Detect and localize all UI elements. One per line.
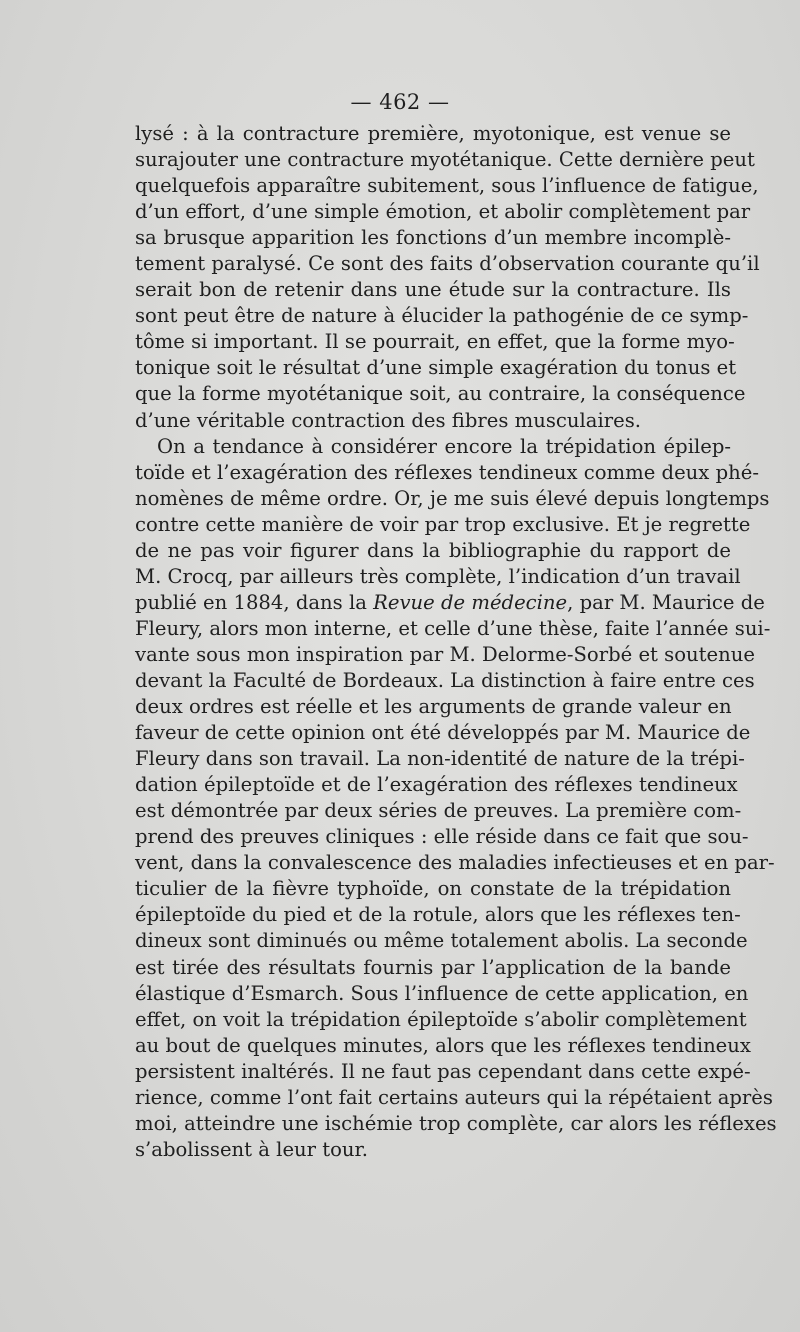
text-line: [135, 981, 749, 1007]
text-line: [135, 798, 742, 824]
text-line: [135, 355, 737, 381]
text-segment: au bout de quelques minutes, alors que les réflexes tendineux: [135, 1033, 751, 1057]
text-segment: toïde et l’exagération des réflexes tendineux comme deux phé-: [135, 460, 759, 484]
text-segment: vante sous mon inspiration par M. Delorme-Sorbé et soutenue: [135, 642, 755, 666]
text-line: [135, 434, 731, 460]
text-line: [135, 694, 731, 720]
body-text: [135, 121, 777, 1163]
text-line: [135, 538, 731, 564]
page-number: — 462 —: [350, 90, 450, 114]
text-line: [135, 408, 731, 434]
text-segment: , par M. Maurice de: [567, 590, 765, 614]
text-segment: tonique soit le résultat d’une simple exagération du tonus et: [135, 356, 737, 380]
text-segment: est tirée des résultats fournis par l’application de la bande: [135, 955, 731, 979]
text-line: [135, 616, 771, 642]
text-segment: sont peut être de nature à élucider la pathogénie de ce symp-: [135, 304, 749, 328]
text-segment: d’un effort, d’une simple émotion, et abolir complètement par: [135, 200, 751, 224]
text-segment: tement paralysé. Ce sont des faits d’observation courante qu’il: [135, 252, 760, 276]
text-segment: dation épileptoïde et de l’exagération des réflexes tendineux: [135, 773, 738, 797]
text-line: [135, 381, 746, 407]
text-segment: est démontrée par deux séries de preuves. La première com-: [135, 799, 742, 823]
text-segment: sa brusque apparition les fonctions d’un membre incomplè-: [135, 226, 731, 250]
text-segment: surajouter une contracture myotétanique. Cette dernière peut: [135, 148, 755, 172]
text-segment: tôme si important. Il se pourrait, en effet, que la forme myo-: [135, 330, 735, 354]
text-segment: nomènes de même ordre. Or, je me suis élevé depuis longtemps: [135, 486, 770, 510]
text-segment: prend des preuves cliniques : elle réside dans ce fait que sou-: [135, 825, 749, 849]
text-segment: moi, atteindre une ischémie trop complète, car alors les réflexes: [135, 1111, 777, 1135]
text-line: [135, 147, 755, 173]
text-segment: épileptoïde du pied et de la rotule, alors que les réflexes ten-: [135, 903, 741, 927]
text-segment: contre cette manière de voir par trop exclusive. Et je regrette: [135, 512, 751, 536]
text-segment: de ne pas voir figurer dans la bibliographie du rapport de: [135, 538, 731, 562]
text-line: [135, 1007, 747, 1033]
text-line: [135, 824, 749, 850]
text-segment: effet, on voit la trépidation épileptoïde s’abolir complètement: [135, 1007, 747, 1031]
text-line: [135, 1033, 751, 1059]
text-line: [135, 1059, 751, 1085]
text-segment: deux ordres est réelle et les arguments de grande valeur en: [135, 695, 732, 719]
text-segment: Fleury, alors mon interne, et celle d’une thèse, faite l’année sui-: [135, 616, 771, 640]
text-line: [135, 642, 755, 668]
text-line: [135, 746, 745, 772]
text-line: [135, 876, 731, 902]
text-segment: lysé : à la contracture première, myotonique, est venue se: [135, 122, 731, 145]
text-segment: d’une véritable contraction des fibres musculaires.: [135, 408, 641, 432]
journal-title: Revue de médecine: [373, 590, 568, 614]
text-segment: vent, dans la convalescence des maladies infectieuses et en par-: [135, 851, 775, 875]
text-line: [135, 564, 741, 590]
text-segment: Fleury dans son travail. La non-identité de nature de la trépi-: [135, 747, 745, 771]
text-line: [135, 225, 731, 251]
text-line: [135, 850, 775, 876]
text-line: [135, 512, 751, 538]
text-line: [135, 173, 759, 199]
text-segment: rience, comme l’ont fait certains auteurs qui la répétaient après: [135, 1085, 773, 1109]
text-line: [135, 1085, 773, 1111]
text-line: [135, 1111, 777, 1137]
text-segment: M. Crocq, par ailleurs très complète, l’indication d’un travail: [135, 564, 741, 588]
text-line: [135, 955, 731, 981]
text-line: [135, 928, 748, 954]
text-line: [135, 277, 731, 303]
text-segment: publié en 1884, dans la: [135, 590, 374, 614]
text-line: [135, 199, 751, 225]
text-segment: persistent inaltérés. Il ne faut pas cependant dans cette expé-: [135, 1059, 751, 1083]
text-line: [135, 772, 738, 798]
text-line: [135, 1137, 731, 1163]
paragraph: [135, 121, 760, 434]
text-segment: élastique d’Esmarch. Sous l’influence de cette application, en: [135, 981, 749, 1005]
text-segment: dineux sont diminués ou même totalement abolis. La seconde: [135, 929, 748, 953]
text-segment: devant la Faculté de Bordeaux. La distinction à faire entre ces: [135, 668, 755, 692]
text-segment: quelquefois apparaître subitement, sous l’influence de fatigue,: [135, 174, 759, 198]
text-segment: s’abolissent à leur tour.: [135, 1137, 368, 1161]
text-line: [135, 329, 735, 355]
text-segment: On a tendance à considérer encore la trépidation épilep-: [157, 434, 731, 458]
text-line: [135, 121, 731, 147]
text-line: [135, 251, 760, 277]
text-line: [135, 486, 770, 512]
text-segment: ticulier de la fièvre typhoïde, on constate de la trépidation: [135, 877, 731, 901]
text-line: [135, 668, 755, 694]
text-segment: que la forme myotétanique soit, au contraire, la conséquence: [135, 382, 746, 406]
text-segment: faveur de cette opinion ont été développés par M. Maurice de: [135, 721, 751, 745]
text-line: [135, 720, 751, 746]
text-segment: serait bon de retenir dans une étude sur la contracture. Ils: [135, 278, 731, 302]
text-line: [135, 590, 765, 616]
text-line: [135, 902, 741, 928]
paragraph: [135, 434, 777, 1163]
text-line: [135, 460, 759, 486]
text-line: [135, 303, 749, 329]
